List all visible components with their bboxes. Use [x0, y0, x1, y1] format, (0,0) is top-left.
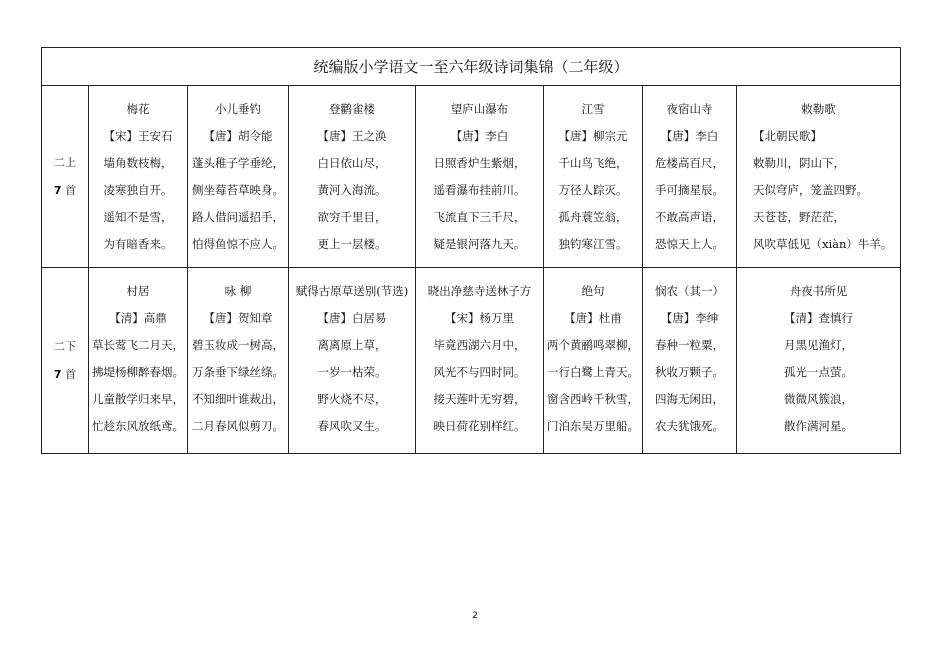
poem-cell [416, 86, 544, 268]
poem-line: 欲穷千里目， [317, 210, 387, 224]
poem-line: 儿童散学归来早， [92, 392, 184, 406]
poem-title: 赋得古原草送别(节选) [295, 284, 409, 298]
poem-line: 凌寒独自开。 [103, 183, 173, 197]
poem-line: 离离原上草， [317, 338, 387, 352]
poem [544, 268, 642, 440]
poem-line: 遥看瀑布挂前川。 [433, 183, 526, 197]
poem-line: 黄河入海流。 [317, 183, 387, 197]
poem-author: 【唐】白居易 [317, 311, 387, 325]
poem-table [41, 47, 901, 454]
poem-line: 不知细叶谁裁出， [192, 392, 284, 406]
poem-title: 舟夜书所见 [789, 284, 848, 298]
poem-line: 微微风簇浪， [784, 392, 853, 406]
grade-name: 二上 [54, 155, 76, 169]
poem-line: 孤光一点萤。 [784, 365, 853, 379]
poem-author: 【唐】李白 [450, 129, 509, 143]
poem-cell [289, 268, 416, 454]
poem-line: 更上一层楼。 [317, 237, 387, 251]
poem-line: 独钓寒江雪。 [558, 237, 628, 251]
poem-line: 疑是银河落九天。 [433, 237, 526, 251]
poem-author: 【宋】王安石 [103, 129, 173, 143]
poem-author: 【唐】杜甫 [564, 311, 622, 325]
poem-line: 危楼高百尺， [655, 156, 724, 170]
poem-cell [188, 268, 289, 454]
poem-author: 【唐】李白 [660, 129, 719, 143]
poem-line: 毕竟西湖六月中， [433, 338, 526, 352]
poem-title: 绝句 [581, 284, 605, 298]
poem-cell [737, 86, 901, 268]
poem-count: 7 首 [53, 367, 77, 381]
poem-title: 梅花 [126, 102, 150, 116]
poem-line: 农夫犹饿死。 [655, 419, 724, 433]
poem [737, 86, 900, 258]
poem-line: 秋收万颗子。 [655, 365, 724, 379]
poem-count: 7 首 [53, 183, 77, 197]
poem-line: 恐惊天上人。 [655, 237, 724, 251]
poem-author: 【唐】王之涣 [317, 129, 387, 143]
poem-line: 春风吹又生。 [317, 419, 387, 433]
poem-line: 野火烧不尽， [317, 392, 387, 406]
poem-line: 为有暗香来。 [103, 237, 173, 251]
poem-title: 咏 柳 [224, 284, 252, 298]
poem-line: 墙角数枝梅， [103, 156, 173, 170]
poem-line: 手可摘星辰。 [655, 183, 724, 197]
poem-author: 【清】高鼎 [109, 311, 167, 325]
poem-line: 窗含西岭千秋雪， [547, 392, 639, 406]
poem [188, 86, 288, 258]
poem-title: 江雪 [581, 102, 605, 116]
poem [643, 268, 736, 440]
poem-author: 【唐】柳宗元 [558, 129, 628, 143]
poem-line: 遥知不是雪， [103, 210, 173, 224]
poem-title: 望庐山瀑布 [450, 102, 509, 116]
poem-line: 两个黄鹂鸣翠柳， [547, 338, 639, 352]
poem-line: 风光不与四时同。 [433, 365, 526, 379]
poem [89, 86, 187, 258]
poem [188, 268, 288, 440]
poem-line: 白日依山尽， [317, 156, 387, 170]
poem-line: 月黑见渔灯， [784, 338, 853, 352]
poem [289, 268, 415, 440]
poem-line: 二月春风似剪刀。 [192, 419, 284, 433]
poem-line: 万条垂下绿丝绦。 [192, 365, 284, 379]
poem-line: 拂堤杨柳醉春烟。 [92, 365, 184, 379]
poem-line: 千山鸟飞绝， [558, 156, 628, 170]
poem-title: 敕勒歌 [801, 102, 836, 116]
grade-row [42, 268, 901, 454]
poem-line: 一岁一枯荣。 [317, 365, 387, 379]
poem-line: 四海无闲田， [655, 392, 724, 406]
poem [643, 86, 736, 258]
poem [737, 268, 900, 440]
page-title: 统编版小学语文一至六年级诗词集锦（二年级） [42, 48, 901, 86]
poem-cell [89, 268, 188, 454]
poem-line: 路人借问遥招手， [192, 210, 284, 224]
poem-line: 一行白鹭上青天。 [547, 365, 639, 379]
poem-cell [737, 268, 901, 454]
poem [289, 86, 415, 258]
grade-label [42, 86, 89, 268]
poem-cell [89, 86, 188, 268]
poem-title: 村居 [126, 284, 150, 298]
poem-line: 风吹草低见（xiàn）牛羊。 [753, 237, 893, 251]
poem-line: 接天莲叶无穷碧， [433, 392, 526, 406]
poem-cell [643, 86, 737, 268]
poem-line: 万径人踪灭。 [558, 183, 628, 197]
poem-line: 散作满河星。 [784, 419, 853, 433]
page-number: 2 [472, 611, 478, 621]
poem-line: 天似穹庐，笼盖四野。 [753, 183, 868, 197]
poem-title: 登鹳雀楼 [329, 102, 375, 116]
poem-line: 不敢高声语， [655, 210, 724, 224]
poem-line: 天苍苍，野茫茫， [753, 210, 845, 224]
poem-line: 映日荷花别样红。 [433, 419, 526, 433]
poem [416, 86, 543, 258]
poem-cell [544, 86, 643, 268]
poem-author: 【唐】胡令能 [203, 129, 273, 143]
poem-line: 春种一粒粟， [655, 338, 724, 352]
poem-line: 蓬头稚子学垂纶， [192, 156, 284, 170]
poem-line: 怕得鱼惊不应人。 [192, 237, 284, 251]
poem-line: 忙趁东风放纸鸢。 [92, 419, 184, 433]
poem [544, 86, 642, 258]
poem-author: 【唐】贺知章 [203, 311, 273, 325]
poem [89, 268, 187, 440]
poem-cell [544, 268, 643, 454]
grade-name: 二下 [54, 339, 76, 353]
grade-label [42, 268, 89, 454]
poem-line: 侧坐莓苔草映身。 [192, 183, 284, 197]
poem-cell [643, 268, 737, 454]
poem-line: 敕勒川，阴山下， [753, 156, 845, 170]
poem-line: 草长莺飞二月天， [92, 338, 184, 352]
poem-title: 晓出净慈寺送林子方 [427, 284, 532, 298]
poem-author: 【清】查慎行 [784, 311, 853, 325]
poem-line: 碧玉妆成一树高， [192, 338, 284, 352]
poem [416, 268, 543, 440]
grade-row [42, 86, 901, 268]
poem-title: 夜宿山寺 [666, 102, 713, 116]
poem-cell [289, 86, 416, 268]
poem-title: 小儿垂钓 [215, 102, 261, 116]
poem-author: 【北朝民歌】 [753, 129, 822, 143]
poem-line: 日照香炉生紫烟， [433, 156, 526, 170]
poem-title: 悯农（其一） [655, 284, 724, 298]
poem-cell [416, 268, 544, 454]
poem-line: 门泊东吴万里船。 [547, 419, 639, 433]
poem-author: 【宋】杨万里 [445, 311, 514, 325]
poem-line: 孤舟蓑笠翁， [558, 210, 628, 224]
poem-author: 【唐】李绅 [660, 311, 719, 325]
poem-line: 飞流直下三千尺， [433, 210, 526, 224]
poem-cell [188, 86, 289, 268]
